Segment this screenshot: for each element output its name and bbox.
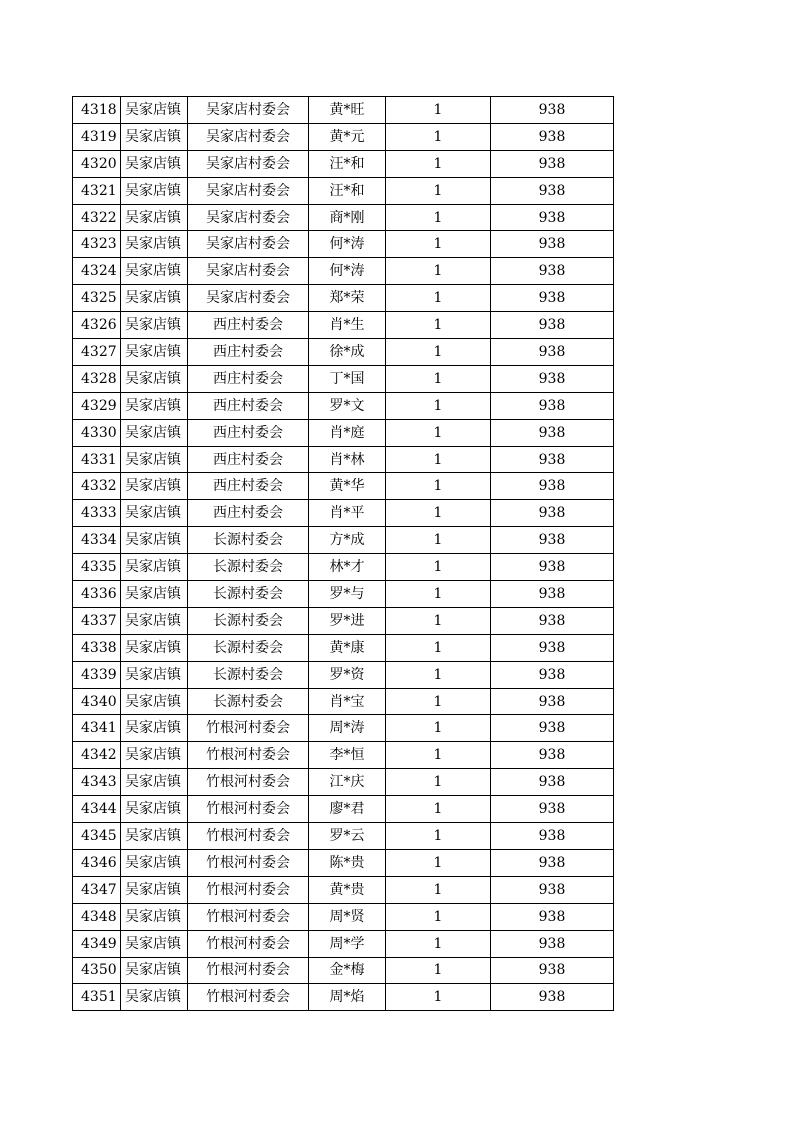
town-cell: 吴家店镇 <box>121 177 188 204</box>
town-cell: 吴家店镇 <box>121 473 188 500</box>
count-cell: 1 <box>386 581 491 608</box>
village-committee-cell: 西庄村委会 <box>188 473 309 500</box>
person-name-cell: 黄*康 <box>309 634 386 661</box>
person-name-cell: 陈*贵 <box>309 849 386 876</box>
row-number-cell: 4344 <box>73 796 121 823</box>
town-cell: 吴家店镇 <box>121 365 188 392</box>
table-row <box>73 957 614 984</box>
town-cell: 吴家店镇 <box>121 849 188 876</box>
village-committee-cell: 竹根河村委会 <box>188 849 309 876</box>
count-cell: 1 <box>386 365 491 392</box>
row-number-cell: 4338 <box>73 634 121 661</box>
table-row <box>73 392 614 419</box>
amount-cell: 938 <box>491 392 614 419</box>
amount-cell: 938 <box>491 258 614 285</box>
table-row <box>73 742 614 769</box>
town-cell: 吴家店镇 <box>121 661 188 688</box>
count-cell: 1 <box>386 258 491 285</box>
amount-cell: 938 <box>491 742 614 769</box>
table-row <box>73 231 614 258</box>
count-cell: 1 <box>386 634 491 661</box>
village-committee-cell: 西庄村委会 <box>188 446 309 473</box>
count-cell: 1 <box>386 796 491 823</box>
town-cell: 吴家店镇 <box>121 634 188 661</box>
row-number-cell: 4330 <box>73 419 121 446</box>
count-cell: 1 <box>386 823 491 850</box>
town-cell: 吴家店镇 <box>121 903 188 930</box>
town-cell: 吴家店镇 <box>121 527 188 554</box>
amount-cell: 938 <box>491 419 614 446</box>
count-cell: 1 <box>386 123 491 150</box>
row-number-cell: 4331 <box>73 446 121 473</box>
amount-cell: 938 <box>491 365 614 392</box>
row-number-cell: 4326 <box>73 312 121 339</box>
town-cell: 吴家店镇 <box>121 742 188 769</box>
row-number-cell: 4318 <box>73 97 121 124</box>
count-cell: 1 <box>386 419 491 446</box>
row-number-cell: 4350 <box>73 957 121 984</box>
village-committee-cell: 竹根河村委会 <box>188 876 309 903</box>
village-committee-cell: 长源村委会 <box>188 581 309 608</box>
amount-cell: 938 <box>491 500 614 527</box>
town-cell: 吴家店镇 <box>121 312 188 339</box>
amount-cell: 938 <box>491 688 614 715</box>
town-cell: 吴家店镇 <box>121 930 188 957</box>
table-row <box>73 769 614 796</box>
town-cell: 吴家店镇 <box>121 419 188 446</box>
village-committee-cell: 长源村委会 <box>188 688 309 715</box>
count-cell: 1 <box>386 742 491 769</box>
table-row <box>73 365 614 392</box>
row-number-cell: 4348 <box>73 903 121 930</box>
town-cell: 吴家店镇 <box>121 339 188 366</box>
row-number-cell: 4339 <box>73 661 121 688</box>
count-cell: 1 <box>386 903 491 930</box>
town-cell: 吴家店镇 <box>121 392 188 419</box>
row-number-cell: 4321 <box>73 177 121 204</box>
person-name-cell: 罗*进 <box>309 607 386 634</box>
row-number-cell: 4347 <box>73 876 121 903</box>
table-row <box>73 930 614 957</box>
row-number-cell: 4324 <box>73 258 121 285</box>
row-number-cell: 4335 <box>73 554 121 581</box>
row-number-cell: 4342 <box>73 742 121 769</box>
table-row <box>73 285 614 312</box>
village-committee-cell: 西庄村委会 <box>188 365 309 392</box>
table-row <box>73 715 614 742</box>
village-committee-cell: 吴家店村委会 <box>188 177 309 204</box>
person-name-cell: 周*涛 <box>309 715 386 742</box>
count-cell: 1 <box>386 661 491 688</box>
town-cell: 吴家店镇 <box>121 688 188 715</box>
count-cell: 1 <box>386 876 491 903</box>
amount-cell: 938 <box>491 849 614 876</box>
amount-cell: 938 <box>491 796 614 823</box>
row-number-cell: 4346 <box>73 849 121 876</box>
amount-cell: 938 <box>491 581 614 608</box>
row-number-cell: 4322 <box>73 204 121 231</box>
row-number-cell: 4343 <box>73 769 121 796</box>
table-row <box>73 903 614 930</box>
village-committee-cell: 长源村委会 <box>188 554 309 581</box>
row-number-cell: 4334 <box>73 527 121 554</box>
village-committee-cell: 吴家店村委会 <box>188 258 309 285</box>
count-cell: 1 <box>386 688 491 715</box>
count-cell: 1 <box>386 231 491 258</box>
town-cell: 吴家店镇 <box>121 500 188 527</box>
amount-cell: 938 <box>491 97 614 124</box>
person-name-cell: 黄*贵 <box>309 876 386 903</box>
person-name-cell: 罗*资 <box>309 661 386 688</box>
village-committee-cell: 竹根河村委会 <box>188 957 309 984</box>
row-number-cell: 4337 <box>73 607 121 634</box>
village-committee-cell: 竹根河村委会 <box>188 930 309 957</box>
amount-cell: 938 <box>491 769 614 796</box>
person-name-cell: 江*庆 <box>309 769 386 796</box>
person-name-cell: 黄*华 <box>309 473 386 500</box>
row-number-cell: 4349 <box>73 930 121 957</box>
town-cell: 吴家店镇 <box>121 957 188 984</box>
village-committee-cell: 竹根河村委会 <box>188 742 309 769</box>
table-row <box>73 258 614 285</box>
count-cell: 1 <box>386 312 491 339</box>
town-cell: 吴家店镇 <box>121 607 188 634</box>
table-row <box>73 204 614 231</box>
person-name-cell: 罗*文 <box>309 392 386 419</box>
town-cell: 吴家店镇 <box>121 446 188 473</box>
village-committee-cell: 西庄村委会 <box>188 419 309 446</box>
table-row <box>73 849 614 876</box>
row-number-cell: 4341 <box>73 715 121 742</box>
amount-cell: 938 <box>491 473 614 500</box>
village-committee-cell: 竹根河村委会 <box>188 715 309 742</box>
row-number-cell: 4327 <box>73 339 121 366</box>
village-committee-cell: 长源村委会 <box>188 634 309 661</box>
amount-cell: 938 <box>491 204 614 231</box>
table-row <box>73 500 614 527</box>
amount-cell: 938 <box>491 339 614 366</box>
town-cell: 吴家店镇 <box>121 97 188 124</box>
table-row <box>73 150 614 177</box>
amount-cell: 938 <box>491 876 614 903</box>
village-committee-cell: 竹根河村委会 <box>188 823 309 850</box>
count-cell: 1 <box>386 527 491 554</box>
person-name-cell: 丁*国 <box>309 365 386 392</box>
amount-cell: 938 <box>491 903 614 930</box>
amount-cell: 938 <box>491 957 614 984</box>
count-cell: 1 <box>386 97 491 124</box>
person-name-cell: 肖*庭 <box>309 419 386 446</box>
person-name-cell: 商*刚 <box>309 204 386 231</box>
person-name-cell: 肖*宝 <box>309 688 386 715</box>
roster-table-body <box>73 97 614 1011</box>
table-row <box>73 607 614 634</box>
row-number-cell: 4336 <box>73 581 121 608</box>
town-cell: 吴家店镇 <box>121 769 188 796</box>
amount-cell: 938 <box>491 527 614 554</box>
amount-cell: 938 <box>491 446 614 473</box>
person-name-cell: 周*学 <box>309 930 386 957</box>
person-name-cell: 周*焰 <box>309 984 386 1011</box>
row-number-cell: 4333 <box>73 500 121 527</box>
table-row <box>73 97 614 124</box>
village-committee-cell: 吴家店村委会 <box>188 204 309 231</box>
amount-cell: 938 <box>491 715 614 742</box>
row-number-cell: 4323 <box>73 231 121 258</box>
table-row <box>73 177 614 204</box>
amount-cell: 938 <box>491 607 614 634</box>
table-row <box>73 984 614 1011</box>
person-name-cell: 肖*平 <box>309 500 386 527</box>
person-name-cell: 金*梅 <box>309 957 386 984</box>
table-row <box>73 473 614 500</box>
count-cell: 1 <box>386 957 491 984</box>
row-number-cell: 4332 <box>73 473 121 500</box>
person-name-cell: 李*恒 <box>309 742 386 769</box>
village-committee-cell: 长源村委会 <box>188 527 309 554</box>
table-row <box>73 339 614 366</box>
person-name-cell: 罗*云 <box>309 823 386 850</box>
village-committee-cell: 吴家店村委会 <box>188 97 309 124</box>
count-cell: 1 <box>386 339 491 366</box>
count-cell: 1 <box>386 769 491 796</box>
person-name-cell: 何*涛 <box>309 231 386 258</box>
table-row <box>73 661 614 688</box>
amount-cell: 938 <box>491 661 614 688</box>
count-cell: 1 <box>386 446 491 473</box>
town-cell: 吴家店镇 <box>121 796 188 823</box>
person-name-cell: 肖*林 <box>309 446 386 473</box>
person-name-cell: 廖*君 <box>309 796 386 823</box>
table-row <box>73 527 614 554</box>
person-name-cell: 林*才 <box>309 554 386 581</box>
village-committee-cell: 长源村委会 <box>188 661 309 688</box>
town-cell: 吴家店镇 <box>121 823 188 850</box>
count-cell: 1 <box>386 177 491 204</box>
village-committee-cell: 吴家店村委会 <box>188 285 309 312</box>
count-cell: 1 <box>386 607 491 634</box>
amount-cell: 938 <box>491 231 614 258</box>
town-cell: 吴家店镇 <box>121 554 188 581</box>
table-row <box>73 823 614 850</box>
row-number-cell: 4319 <box>73 123 121 150</box>
town-cell: 吴家店镇 <box>121 876 188 903</box>
row-number-cell: 4345 <box>73 823 121 850</box>
town-cell: 吴家店镇 <box>121 231 188 258</box>
amount-cell: 938 <box>491 823 614 850</box>
town-cell: 吴家店镇 <box>121 285 188 312</box>
table-row <box>73 581 614 608</box>
roster-table <box>72 96 614 1011</box>
row-number-cell: 4351 <box>73 984 121 1011</box>
village-committee-cell: 西庄村委会 <box>188 500 309 527</box>
amount-cell: 938 <box>491 930 614 957</box>
amount-cell: 938 <box>491 150 614 177</box>
amount-cell: 938 <box>491 634 614 661</box>
person-name-cell: 黄*元 <box>309 123 386 150</box>
count-cell: 1 <box>386 500 491 527</box>
village-committee-cell: 长源村委会 <box>188 607 309 634</box>
village-committee-cell: 竹根河村委会 <box>188 769 309 796</box>
row-number-cell: 4320 <box>73 150 121 177</box>
row-number-cell: 4340 <box>73 688 121 715</box>
village-committee-cell: 西庄村委会 <box>188 392 309 419</box>
village-committee-cell: 西庄村委会 <box>188 339 309 366</box>
village-committee-cell: 竹根河村委会 <box>188 903 309 930</box>
table-row <box>73 876 614 903</box>
person-name-cell: 周*贤 <box>309 903 386 930</box>
count-cell: 1 <box>386 715 491 742</box>
town-cell: 吴家店镇 <box>121 715 188 742</box>
count-cell: 1 <box>386 473 491 500</box>
count-cell: 1 <box>386 285 491 312</box>
row-number-cell: 4329 <box>73 392 121 419</box>
table-row <box>73 688 614 715</box>
table-row <box>73 312 614 339</box>
person-name-cell: 郑*荣 <box>309 285 386 312</box>
person-name-cell: 黄*旺 <box>309 97 386 124</box>
table-row <box>73 446 614 473</box>
village-committee-cell: 西庄村委会 <box>188 312 309 339</box>
village-committee-cell: 吴家店村委会 <box>188 123 309 150</box>
village-committee-cell: 吴家店村委会 <box>188 150 309 177</box>
table-row <box>73 419 614 446</box>
town-cell: 吴家店镇 <box>121 984 188 1011</box>
person-name-cell: 方*成 <box>309 527 386 554</box>
amount-cell: 938 <box>491 312 614 339</box>
count-cell: 1 <box>386 849 491 876</box>
person-name-cell: 何*涛 <box>309 258 386 285</box>
person-name-cell: 肖*生 <box>309 312 386 339</box>
person-name-cell: 汪*和 <box>309 150 386 177</box>
count-cell: 1 <box>386 150 491 177</box>
town-cell: 吴家店镇 <box>121 258 188 285</box>
town-cell: 吴家店镇 <box>121 150 188 177</box>
town-cell: 吴家店镇 <box>121 204 188 231</box>
amount-cell: 938 <box>491 554 614 581</box>
count-cell: 1 <box>386 930 491 957</box>
amount-cell: 938 <box>491 984 614 1011</box>
village-committee-cell: 吴家店村委会 <box>188 231 309 258</box>
count-cell: 1 <box>386 984 491 1011</box>
table-row <box>73 554 614 581</box>
amount-cell: 938 <box>491 123 614 150</box>
table-row <box>73 796 614 823</box>
amount-cell: 938 <box>491 285 614 312</box>
count-cell: 1 <box>386 554 491 581</box>
row-number-cell: 4325 <box>73 285 121 312</box>
count-cell: 1 <box>386 392 491 419</box>
person-name-cell: 汪*和 <box>309 177 386 204</box>
table-row <box>73 634 614 661</box>
person-name-cell: 罗*与 <box>309 581 386 608</box>
amount-cell: 938 <box>491 177 614 204</box>
town-cell: 吴家店镇 <box>121 581 188 608</box>
village-committee-cell: 竹根河村委会 <box>188 984 309 1011</box>
person-name-cell: 徐*成 <box>309 339 386 366</box>
count-cell: 1 <box>386 204 491 231</box>
town-cell: 吴家店镇 <box>121 123 188 150</box>
row-number-cell: 4328 <box>73 365 121 392</box>
village-committee-cell: 竹根河村委会 <box>188 796 309 823</box>
table-row <box>73 123 614 150</box>
